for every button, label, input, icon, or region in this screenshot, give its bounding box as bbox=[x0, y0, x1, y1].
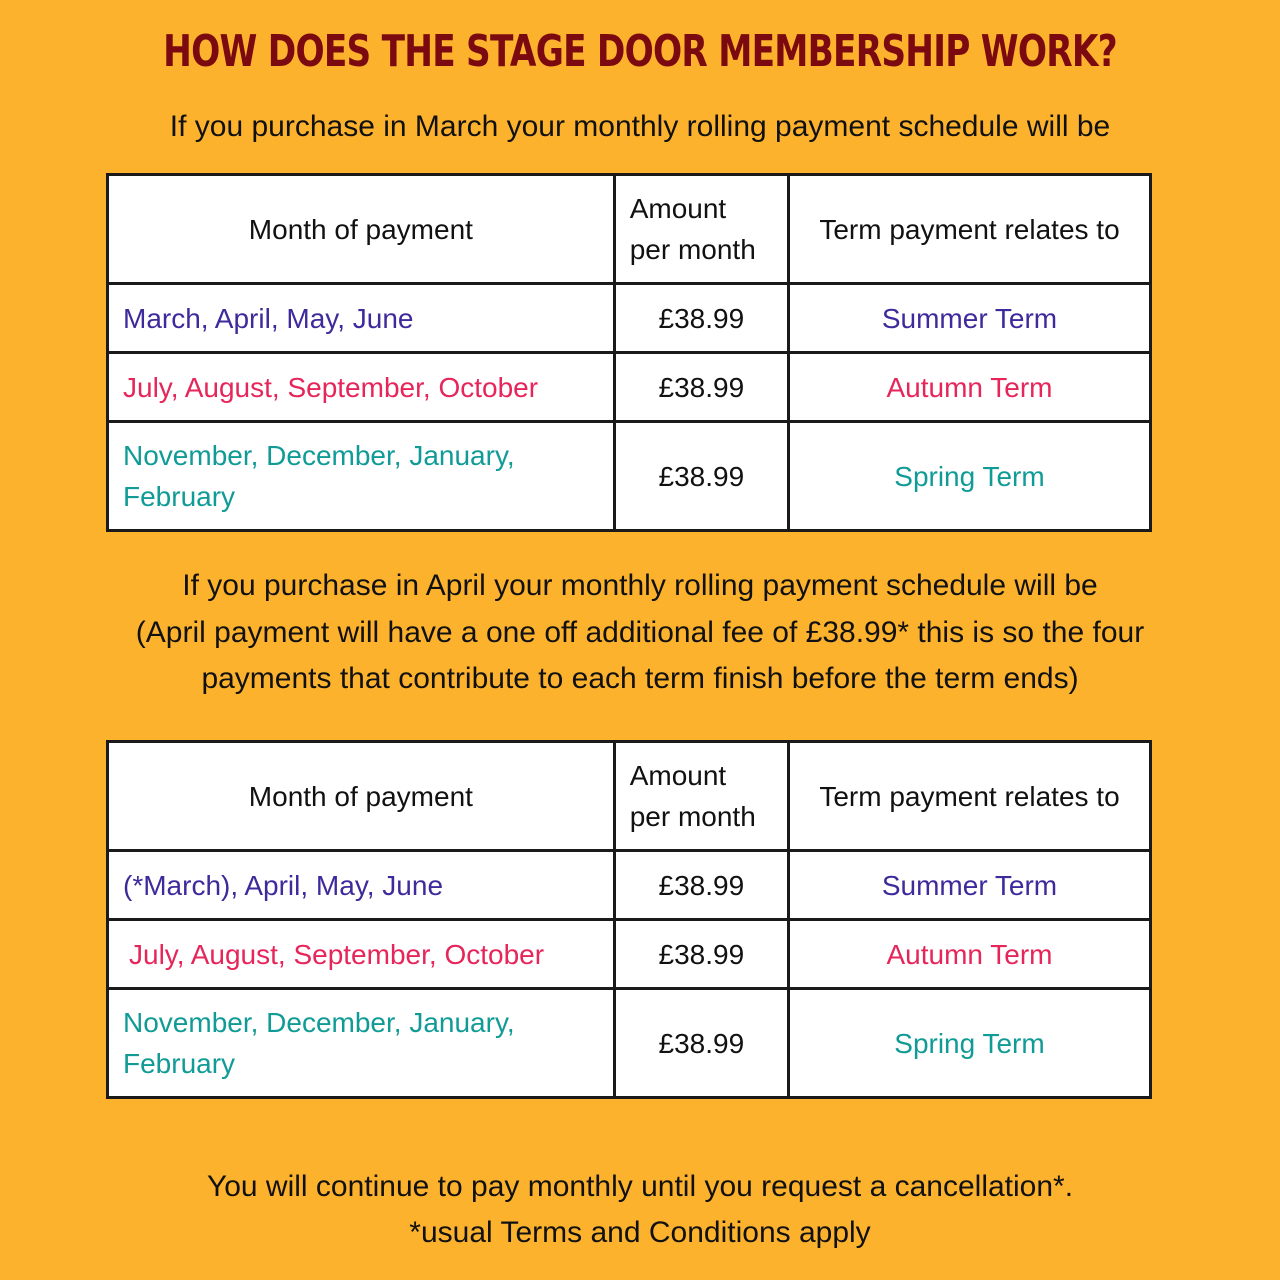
amount-cell: £38.99 bbox=[614, 851, 788, 920]
table-row bbox=[108, 989, 1151, 1098]
header-term: Term payment relates to bbox=[788, 175, 1150, 284]
amount-cell: £38.99 bbox=[614, 920, 788, 989]
april-schedule-table bbox=[106, 740, 1152, 1099]
footer-cancellation: You will continue to pay monthly until you request a cancellation*. bbox=[206, 1170, 1074, 1203]
header-amount-line1: Amount bbox=[629, 760, 727, 791]
table-row bbox=[108, 920, 1151, 989]
header-month: Month of payment bbox=[108, 742, 615, 851]
months-cell: July, August, September, October bbox=[108, 353, 615, 422]
months-cell: March, April, May, June bbox=[108, 284, 615, 353]
intro-april-line3: payments that contribute to each term finish before the term ends) bbox=[201, 662, 1079, 695]
amount-cell: £38.99 bbox=[614, 989, 788, 1098]
header-amount-line1: Amount bbox=[629, 193, 727, 224]
term-cell: Spring Term bbox=[788, 989, 1150, 1098]
amount-cell: £38.99 bbox=[614, 353, 788, 422]
table-row bbox=[108, 353, 1151, 422]
months-cell: November, December, January, February bbox=[108, 422, 615, 531]
term-cell: Summer Term bbox=[788, 851, 1150, 920]
months-cell: November, December, January, February bbox=[108, 989, 615, 1098]
table-header-row bbox=[108, 175, 1151, 284]
march-schedule-table bbox=[106, 173, 1152, 532]
header-amount bbox=[614, 742, 788, 851]
table-header-row bbox=[108, 742, 1151, 851]
footer-terms: *usual Terms and Conditions apply bbox=[409, 1216, 871, 1249]
header-amount-line2: per month bbox=[629, 234, 756, 265]
amount-cell: £38.99 bbox=[614, 422, 788, 531]
term-cell: Summer Term bbox=[788, 284, 1150, 353]
header-amount-line2: per month bbox=[629, 801, 756, 832]
header-term: Term payment relates to bbox=[788, 742, 1150, 851]
table-row bbox=[108, 422, 1151, 531]
amount-cell: £38.99 bbox=[614, 284, 788, 353]
intro-april-line1: If you purchase in April your monthly rolling payment schedule will be bbox=[182, 569, 1098, 602]
intro-march: If you purchase in March your monthly rolling payment schedule will be bbox=[169, 110, 1111, 143]
table-row bbox=[108, 851, 1151, 920]
months-cell: (*March), April, May, June bbox=[108, 851, 615, 920]
intro-april-line2: (April payment will have a one off additional fee of £38.99* this is so the four bbox=[135, 616, 1145, 649]
term-cell: Spring Term bbox=[788, 422, 1150, 531]
term-cell: Autumn Term bbox=[788, 920, 1150, 989]
page-title: HOW DOES THE STAGE DOOR MEMBERSHIP WORK? bbox=[163, 26, 1117, 77]
header-amount bbox=[614, 175, 788, 284]
term-cell: Autumn Term bbox=[788, 353, 1150, 422]
months-cell: July, August, September, October bbox=[108, 920, 615, 989]
header-month: Month of payment bbox=[108, 175, 615, 284]
table-row bbox=[108, 284, 1151, 353]
